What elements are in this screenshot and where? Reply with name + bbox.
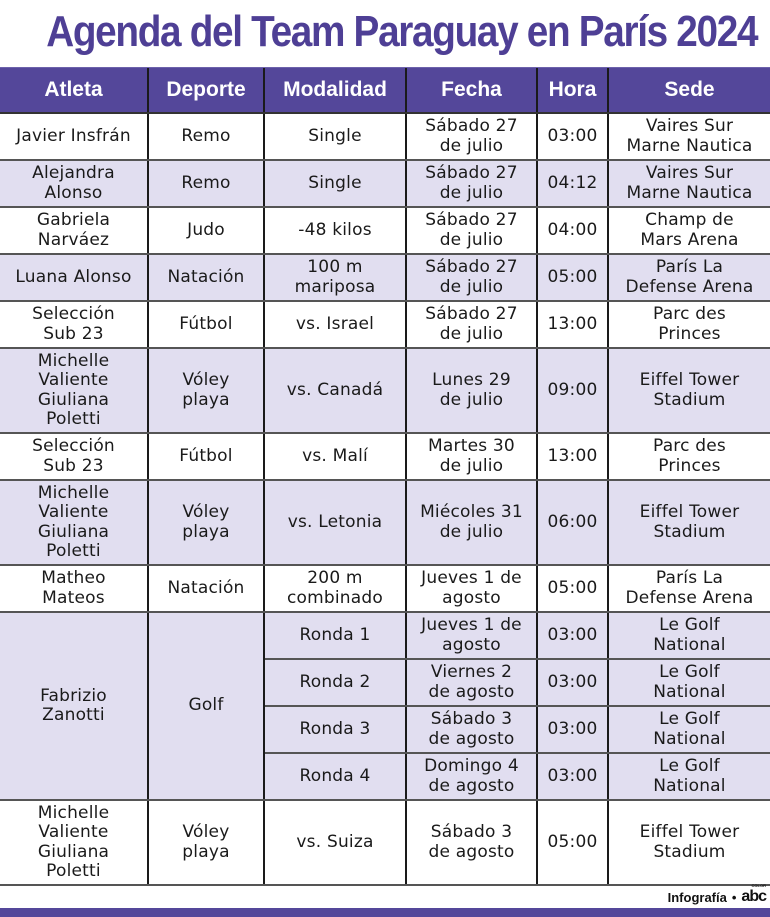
cell-atleta-line: Poletti (46, 541, 101, 561)
cell-deporte (148, 612, 264, 800)
cell-modalidad (264, 480, 406, 565)
cell-modalidad (264, 433, 406, 480)
cell-sede-line: Princes (658, 323, 721, 344)
cell-modalidad (264, 113, 406, 160)
cell-atleta-line: Valiente (38, 822, 109, 842)
cell-deporte-line: Fútbol (179, 445, 233, 466)
cell-atleta-line: Valiente (38, 502, 109, 522)
cell-deporte (148, 113, 264, 160)
cell-fecha (406, 612, 537, 659)
cell-deporte (148, 160, 264, 207)
cell-fecha-line: Domingo 4 (424, 756, 519, 776)
cell-fecha (406, 254, 537, 301)
cell-deporte-line: playa (182, 521, 230, 542)
cell-atleta-line: Narváez (37, 229, 110, 250)
cell-deporte-line: playa (182, 841, 230, 862)
cell-fecha (406, 160, 537, 207)
cell-modalidad (264, 207, 406, 254)
cell-deporte-line: Natación (167, 266, 245, 287)
cell-fecha-line: de julio (439, 323, 504, 344)
cell-fecha-line: Viernes 2 (430, 662, 513, 682)
cell-sede-line: Defense Arena (625, 276, 754, 297)
cell-atleta (0, 348, 148, 433)
cell-fecha (406, 480, 537, 565)
cell-fecha-line: de julio (439, 135, 504, 156)
cell-hora: 05:00 (537, 254, 608, 301)
table-row (0, 160, 770, 207)
cell-fecha (406, 565, 537, 612)
cell-sede (608, 348, 770, 433)
cell-fecha-line: Sábado 3 (430, 709, 513, 729)
cell-atleta (0, 480, 148, 565)
cell-fecha-line: de julio (439, 182, 504, 203)
cell-sede-line: Le Golf (659, 709, 720, 729)
cell-sede (608, 800, 770, 885)
cell-sede-line: National (653, 681, 726, 702)
cell-modalidad-line: vs. Canadá (286, 379, 384, 400)
cell-atleta-line: Selección (32, 436, 115, 456)
cell-sede-line: National (653, 634, 726, 655)
cell-sede (608, 433, 770, 480)
table-row (0, 113, 770, 160)
cell-atleta-line: Giuliana (37, 521, 110, 542)
cell-modalidad-line: 200 m (307, 568, 363, 588)
cell-deporte-line: Vóley (182, 370, 230, 390)
page-title: Agenda del Team Paraguay en París 2024 (46, 7, 758, 56)
cell-fecha (406, 207, 537, 254)
cell-atleta-line: Poletti (46, 861, 101, 881)
credit-label: Infografía (667, 889, 727, 905)
cell-hora: 06:00 (537, 480, 608, 565)
cell-hora: 03:00 (537, 706, 608, 753)
cell-hora: 03:00 (537, 659, 608, 706)
cell-sede (608, 612, 770, 659)
cell-fecha-line: Sábado 27 (425, 304, 518, 324)
cell-sede-line: Stadium (653, 841, 726, 862)
cell-fecha (406, 348, 537, 433)
cell-atleta (0, 254, 148, 301)
cell-modalidad: Ronda 4 (264, 753, 406, 800)
cell-modalidad: Ronda 2 (264, 659, 406, 706)
cell-atleta-line: Selección (32, 304, 115, 324)
cell-sede-line: National (653, 728, 726, 749)
table-row (0, 565, 770, 612)
table-row (0, 254, 770, 301)
cell-deporte-line: Vóley (182, 502, 230, 522)
cell-sede-line: National (653, 775, 726, 796)
cell-modalidad (264, 254, 406, 301)
cell-sede (608, 706, 770, 753)
cell-deporte-line: playa (182, 389, 230, 410)
cell-sede (608, 480, 770, 565)
cell-sede-line: Le Golf (659, 756, 720, 776)
cell-modalidad-line: vs. Malí (302, 445, 368, 466)
cell-hora: 13:00 (537, 301, 608, 348)
cell-modalidad (264, 565, 406, 612)
column-header-atleta: Atleta (0, 68, 148, 113)
cell-sede-line: Le Golf (659, 662, 720, 682)
cell-fecha-line: Miécoles 31 (420, 502, 523, 522)
column-header-deporte: Deporte (148, 68, 264, 113)
cell-fecha-line: Sábado 27 (425, 116, 518, 136)
table-row (0, 480, 770, 565)
cell-atleta (0, 301, 148, 348)
cell-fecha (406, 433, 537, 480)
cell-sede-line: Marne Nautica (626, 135, 753, 156)
cell-hora: 13:00 (537, 433, 608, 480)
cell-fecha-line: Jueves 1 de (421, 615, 522, 635)
cell-sede-line: Vaires Sur (645, 163, 734, 183)
cell-fecha-line: Sábado 27 (425, 210, 518, 230)
cell-sede-line: Parc des (653, 304, 726, 324)
cell-deporte (148, 301, 264, 348)
cell-fecha-line: de agosto (428, 841, 515, 862)
cell-atleta (0, 612, 148, 800)
cell-hora: 03:00 (537, 113, 608, 160)
table-row (0, 301, 770, 348)
cell-fecha-line: agosto (442, 634, 501, 655)
cell-atleta-line: Luana Alonso (15, 266, 132, 287)
cell-fecha-line: Sábado 27 (425, 163, 518, 183)
cell-fecha-line: de agosto (428, 775, 515, 796)
cell-modalidad-line: Single (308, 125, 362, 146)
cell-atleta (0, 113, 148, 160)
cell-sede-line: Champ de (645, 210, 734, 230)
cell-modalidad (264, 348, 406, 433)
cell-modalidad: Ronda 3 (264, 706, 406, 753)
cell-hora: 09:00 (537, 348, 608, 433)
cell-atleta (0, 207, 148, 254)
cell-atleta (0, 565, 148, 612)
cell-modalidad-line: mariposa (294, 276, 376, 297)
cell-sede-line: Princes (658, 455, 721, 476)
logo-text: abc (741, 888, 766, 905)
cell-atleta-line: Fabrizio (40, 685, 107, 706)
cell-hora: 03:00 (537, 612, 608, 659)
cell-sede (608, 565, 770, 612)
cell-modalidad-line: vs. Suiza (296, 831, 374, 852)
cell-fecha-line: Sábado 27 (425, 257, 518, 277)
cell-sede (608, 207, 770, 254)
cell-fecha-line: Sábado 3 (430, 822, 513, 842)
cell-atleta-line: Javier Insfrán (16, 125, 131, 146)
cell-deporte-line: Remo (181, 125, 231, 146)
cell-sede (608, 301, 770, 348)
cell-modalidad-line: vs. Israel (295, 313, 375, 334)
cell-fecha-line: de agosto (428, 728, 515, 749)
table-row (0, 207, 770, 254)
cell-sede (608, 659, 770, 706)
cell-deporte-line: Fútbol (179, 313, 233, 334)
cell-fecha-line: de julio (439, 276, 504, 297)
cell-hora: 04:12 (537, 160, 608, 207)
cell-sede-line: París La (655, 257, 724, 277)
cell-hora: 05:00 (537, 800, 608, 885)
cell-atleta-line: Zanotti (42, 705, 105, 725)
cell-deporte (148, 433, 264, 480)
table-row (0, 800, 770, 885)
footer-credit (667, 883, 766, 908)
cell-atleta (0, 160, 148, 207)
cell-fecha-line: de agosto (428, 681, 515, 702)
cell-atleta-line: Poletti (46, 409, 101, 429)
cell-modalidad-line: Single (308, 172, 362, 193)
cell-sede-line: Eiffel Tower (639, 370, 740, 390)
cell-atleta-line: Giuliana (37, 841, 110, 862)
cell-fecha-line: de julio (439, 389, 504, 410)
cell-sede-line: Marne Nautica (626, 182, 753, 203)
cell-modalidad (264, 160, 406, 207)
footer-accent-bar (0, 908, 770, 917)
cell-atleta-line: Mateos (42, 587, 105, 608)
cell-sede (608, 113, 770, 160)
cell-fecha-line: Lunes 29 (432, 370, 511, 390)
cell-hora: 03:00 (537, 753, 608, 800)
cell-atleta-line: Alonso (44, 182, 103, 203)
cell-atleta (0, 800, 148, 885)
cell-modalidad-line: vs. Letonia (287, 511, 383, 532)
cell-fecha (406, 659, 537, 706)
cell-fecha-line: de julio (439, 521, 504, 542)
table-row (0, 348, 770, 433)
cell-sede-line: Defense Arena (625, 587, 754, 608)
cell-sede-line: Stadium (653, 389, 726, 410)
cell-atleta-line: Michelle (37, 802, 110, 823)
cell-deporte (148, 565, 264, 612)
logo-small-text: COLOR (751, 883, 766, 888)
cell-sede-line: Stadium (653, 521, 726, 542)
cell-deporte-line: Remo (181, 172, 231, 193)
cell-fecha-line: de julio (439, 229, 504, 250)
cell-sede-line: Eiffel Tower (639, 502, 740, 522)
cell-fecha (406, 706, 537, 753)
table-header-row (0, 68, 770, 113)
cell-atleta-line: Matheo (41, 568, 106, 588)
cell-sede-line: Parc des (653, 436, 726, 456)
cell-atleta-line: Valiente (38, 370, 109, 390)
cell-fecha-line: agosto (442, 587, 501, 608)
cell-deporte (148, 348, 264, 433)
cell-sede (608, 753, 770, 800)
cell-atleta-line: Sub 23 (43, 323, 104, 344)
cell-deporte-line: Natación (167, 577, 245, 598)
abc-color-logo-icon (741, 883, 766, 905)
cell-deporte (148, 207, 264, 254)
cell-fecha (406, 753, 537, 800)
cell-atleta (0, 433, 148, 480)
cell-deporte (148, 800, 264, 885)
cell-modalidad-line: -48 kilos (298, 219, 372, 240)
cell-deporte-line: Judo (187, 219, 225, 240)
cell-fecha-line: de julio (439, 455, 504, 476)
column-header-modalidad: Modalidad (264, 68, 406, 113)
cell-atleta-line: Sub 23 (43, 455, 104, 476)
cell-sede-line: París La (655, 568, 724, 588)
cell-modalidad (264, 301, 406, 348)
cell-modalidad-line: combinado (286, 587, 383, 608)
cell-deporte-line: Vóley (182, 822, 230, 842)
cell-modalidad: Ronda 1 (264, 612, 406, 659)
cell-sede-line: Eiffel Tower (639, 822, 740, 842)
cell-fecha (406, 301, 537, 348)
cell-deporte (148, 254, 264, 301)
cell-sede-line: Vaires Sur (645, 116, 734, 136)
cell-deporte-line: Golf (188, 695, 224, 716)
cell-sede-line: Mars Arena (640, 229, 739, 250)
cell-atleta-line: Alejandra (32, 163, 115, 183)
cell-hora: 04:00 (537, 207, 608, 254)
column-header-fecha: Fecha (406, 68, 537, 113)
table-row (0, 433, 770, 480)
cell-fecha (406, 800, 537, 885)
cell-fecha-line: Martes 30 (428, 436, 515, 456)
cell-atleta-line: Giuliana (37, 389, 110, 410)
cell-modalidad (264, 800, 406, 885)
cell-atleta-line: Michelle (37, 350, 110, 371)
table-row (0, 612, 770, 659)
cell-atleta-line: Gabriela (36, 210, 111, 230)
credit-separator: • (731, 889, 737, 905)
cell-modalidad-line: 100 m (307, 257, 363, 277)
cell-sede-line: Le Golf (659, 615, 720, 635)
cell-fecha-line: Jueves 1 de (421, 568, 522, 588)
column-header-hora: Hora (537, 68, 608, 113)
cell-fecha (406, 113, 537, 160)
cell-hora: 05:00 (537, 565, 608, 612)
cell-sede (608, 254, 770, 301)
cell-sede (608, 160, 770, 207)
cell-deporte (148, 480, 264, 565)
cell-atleta-line: Michelle (37, 482, 110, 503)
schedule-table (0, 68, 770, 886)
column-header-sede: Sede (608, 68, 770, 113)
